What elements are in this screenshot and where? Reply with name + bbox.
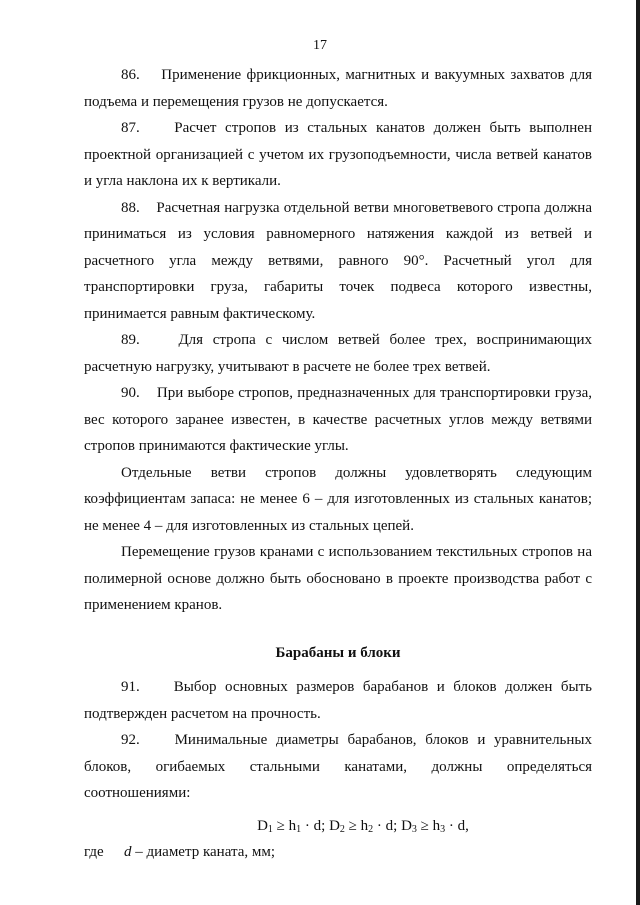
formula-text: · d; bbox=[301, 817, 330, 834]
formula-subscript: 1 bbox=[296, 823, 302, 835]
section-heading: Барабаны и блоки bbox=[275, 644, 401, 661]
formula-text: D bbox=[257, 817, 268, 834]
paragraph-86: 86. Применение фрикционных, магнитных и вакуумных захватов для подъема и перемещения грузов не допускается. bbox=[84, 67, 592, 110]
where-line bbox=[84, 839, 592, 866]
formula-subscript: 1 bbox=[267, 823, 273, 835]
where-label: где bbox=[84, 844, 104, 860]
formula-subscript: 2 bbox=[339, 823, 345, 835]
formula-subscript: 3 bbox=[440, 823, 446, 835]
formula-text: · d, bbox=[445, 817, 469, 834]
paragraph-92: 92. Минимальные диаметры барабанов, блоков и уравнительных блоков, огибаемых стальными канатами, должны определяться соотношениями: bbox=[84, 732, 592, 801]
formula-text: ≥ h bbox=[344, 817, 369, 834]
formula-text: D bbox=[329, 817, 340, 834]
where-definition: – диаметр каната, мм; bbox=[131, 844, 276, 860]
formula-text: D bbox=[401, 817, 412, 834]
paragraph-90-textile-slings: Перемещение грузов кранами с использованием текстильных стропов на полимерной основе должно быть обосновано в проекте производства работ с применением кранов. bbox=[84, 544, 592, 613]
paragraph-88: 88. Расчетная нагрузка отдельной ветви многоветвевого стропа должна приниматься из условия равномерного натяжения каждой из ветвей и расчетного угла между ветвями, равного 90°. Расчетный угол для транспортировки груза, габариты точек подвеса которого известны, принимается равным фактическому. bbox=[84, 199, 592, 322]
formula-text: ≥ h bbox=[416, 817, 441, 834]
paragraph-90-safety-factors: Отдельные ветви стропов должны удовлетворять следующим коэффициентам запаса: не менее 6 – для изготовленных из стальных канатов; не менее 4 – для изготовленных из стальных цепей. bbox=[84, 464, 592, 534]
diameter-formula bbox=[134, 813, 592, 840]
formula-subscript: 2 bbox=[368, 823, 374, 835]
paragraph-89: 89. Для стропа с числом ветвей более трех, воспринимающих расчетную нагрузку, учитывают в расчете не более трех ветвей. bbox=[84, 332, 592, 375]
where-symbol: d bbox=[124, 844, 132, 860]
page-number: 17 bbox=[313, 38, 327, 53]
paragraph-91: 91. Выбор основных размеров барабанов и блоков должен быть подтвержден расчетом на прочность. bbox=[84, 679, 592, 722]
formula-text: ≥ h bbox=[272, 817, 297, 834]
paragraph-87: 87. Расчет стропов из стальных канатов должен быть выполнен проектной организацией с учетом их грузоподъемности, числа ветвей канатов и угла наклона их к вертикали. bbox=[84, 120, 592, 189]
scan-edge bbox=[636, 0, 640, 905]
paragraph-90: 90. При выборе стропов, предназначенных для транспортировки груза, вес которого заранее известен, в качестве расчетных углов между ветвями стропов принимаются фактические углы. bbox=[84, 385, 592, 454]
document-body bbox=[84, 62, 592, 866]
formula-subscript: 3 bbox=[411, 823, 417, 835]
formula-text: · d; bbox=[373, 817, 402, 834]
